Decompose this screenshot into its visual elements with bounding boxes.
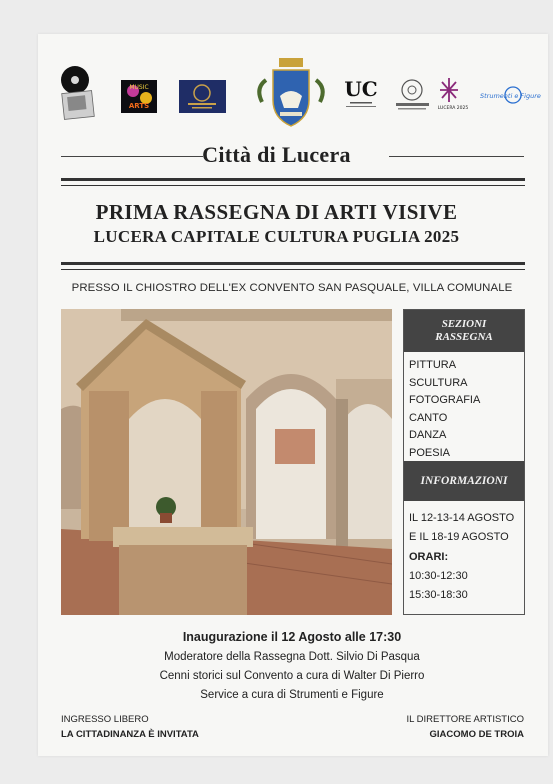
section-item: POESIA bbox=[409, 446, 450, 459]
sections-list bbox=[404, 352, 524, 462]
sections-heading-line1: SEZIONI bbox=[441, 318, 487, 330]
info-sidebar bbox=[403, 309, 525, 615]
round-emblem-logo-icon bbox=[396, 80, 429, 110]
title-rule-top-thick bbox=[61, 178, 525, 181]
section-item: SCULTURA bbox=[409, 376, 468, 389]
section-item: DANZA bbox=[409, 429, 447, 441]
cloister-photo bbox=[61, 309, 392, 615]
venue-line: PRESSO IL CHIOSTRO DELL'EX CONVENTO SAN PASQUALE, VILLA COMUNALE bbox=[71, 282, 513, 294]
section-item: CANTO bbox=[409, 411, 448, 424]
info-dates-2: E IL 18-19 AGOSTO bbox=[409, 531, 509, 543]
history-line: Cenni storici sul Convento a cura di Walter Di Pierro bbox=[159, 670, 425, 682]
exhibition-subtitle: LUCERA CAPITALE CULTURA PUGLIA 2025 bbox=[93, 227, 460, 246]
info-details bbox=[404, 509, 524, 605]
music-arts-logo-icon bbox=[121, 80, 157, 113]
inauguration-line: Inaugurazione il 12 Agosto alle 17:30 bbox=[182, 630, 402, 644]
section-item: FOTOGRAFIA bbox=[409, 394, 481, 406]
sponsor-logos bbox=[0, 58, 553, 138]
info-hours-label: ORARI: bbox=[409, 551, 449, 563]
association-logo-icon bbox=[179, 80, 226, 113]
service-line: Service a cura di Strumenti e Figure bbox=[200, 689, 384, 701]
sections-heading-line2: RASSEGNA bbox=[435, 331, 493, 343]
city-name: Città di Lucera bbox=[202, 142, 351, 167]
centre-logo-icon bbox=[344, 77, 377, 107]
director-title: IL DIRETTORE ARTISTICO bbox=[406, 714, 524, 725]
info-hours-1: 10:30-12:30 bbox=[409, 570, 468, 582]
svg-text:MUSIC: MUSIC bbox=[129, 84, 149, 91]
title-rule-bottom-thin bbox=[61, 269, 525, 270]
svg-text:Strumenti e Figure: Strumenti e Figure bbox=[480, 92, 541, 100]
vinyl-logo-icon bbox=[61, 66, 94, 119]
strumenti-figure-logo-icon bbox=[480, 87, 541, 103]
director-name: GIACOMO DE TROIA bbox=[429, 729, 524, 740]
invitation-note: LA CITTADINANZA È INVITATA bbox=[61, 729, 199, 740]
moderator-line: Moderatore della Rassegna Dott. Silvio Di Pasqua bbox=[164, 651, 420, 663]
info-heading: INFORMAZIONI bbox=[404, 461, 524, 501]
exhibition-title: PRIMA RASSEGNA DI ARTI VISIVE bbox=[95, 200, 458, 224]
sections-heading bbox=[404, 310, 524, 352]
svg-text:LUCERA 2025: LUCERA 2025 bbox=[437, 106, 469, 111]
title-rule-bottom-thick bbox=[61, 262, 525, 265]
svg-text:UC: UC bbox=[344, 77, 378, 101]
section-item: PITTURA bbox=[409, 359, 457, 371]
info-dates-1: IL 12-13-14 AGOSTO bbox=[409, 512, 515, 524]
coat-of-arms-icon bbox=[259, 58, 322, 126]
city-rule-right bbox=[389, 156, 524, 157]
entry-note: INGRESSO LIBERO bbox=[61, 714, 149, 725]
lucera-2025-logo-icon bbox=[438, 78, 469, 111]
svg-text:ARTS: ARTS bbox=[128, 102, 150, 110]
title-rule-top-thin bbox=[61, 185, 525, 186]
info-hours-2: 15:30-18:30 bbox=[409, 589, 468, 601]
